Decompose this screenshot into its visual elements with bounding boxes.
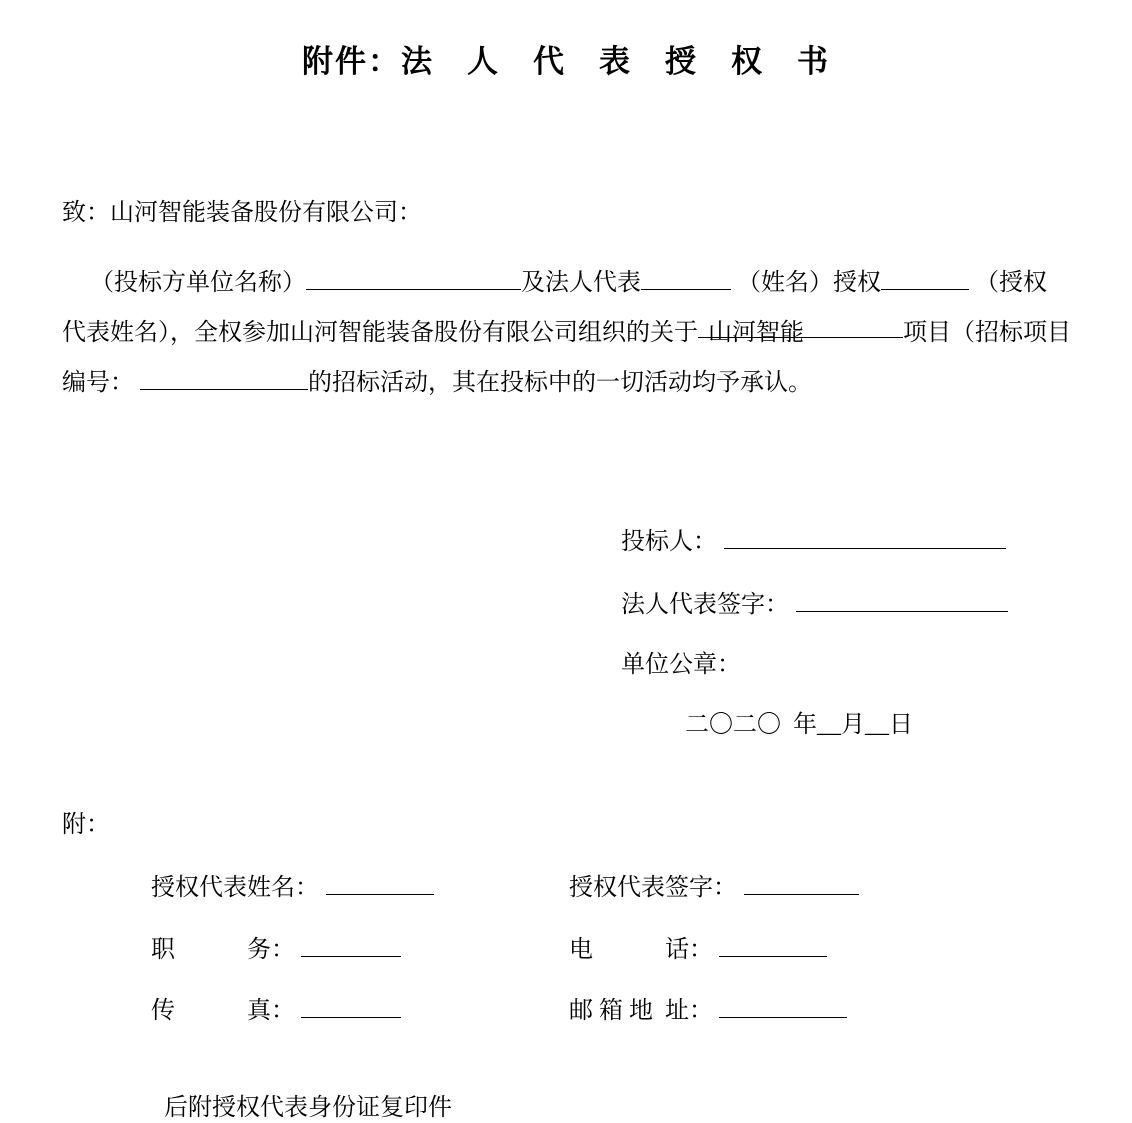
phone-blank <box>719 927 827 957</box>
tender-number-label: 编号： <box>62 370 140 396</box>
body-line-2 <box>62 308 1077 358</box>
bidder-signature-blank <box>724 519 1006 549</box>
authorize-note-label: （授权 <box>969 270 1047 296</box>
body-line-1 <box>62 258 1077 308</box>
fax-label: 传 真： <box>151 998 301 1024</box>
rep-name-label: 授权代表姓名： <box>151 875 319 901</box>
project-name-blank: 山河智能 <box>698 308 903 338</box>
attachment-row-2 <box>0 900 1132 963</box>
legal-rep-signature-blank <box>796 582 1008 612</box>
position-label: 职 务： <box>151 937 301 963</box>
footer-note-text: 后附授权代表身份证复印件 <box>164 1095 452 1123</box>
acknowledgement-text: 的招标活动，其在投标中的一切活动均予承认。 <box>308 370 812 396</box>
participation-text: 代表姓名），全权参加山河智能装备股份有限公司组织的关于 <box>62 320 698 346</box>
tender-number-blank <box>140 360 308 390</box>
rep-sign-blank <box>744 865 859 895</box>
legal-rep-sign-label: 法人代表签字： <box>621 592 789 618</box>
email-label: 邮 箱 地 址： <box>569 998 719 1024</box>
rep-name-blank <box>326 865 434 895</box>
project-note-label: 项目（招标项目 <box>903 320 1071 346</box>
date-line: 二〇二〇 年__月__日 <box>685 712 913 738</box>
bidder-unit-name-label: （投标方单位名称） <box>90 270 306 296</box>
date-row <box>649 677 913 766</box>
authorized-name-blank <box>881 260 969 290</box>
bidder-unit-name-blank <box>306 260 521 290</box>
salutation-line: 致：山河智能装备股份有限公司： <box>62 200 422 226</box>
email-blank <box>719 988 847 1018</box>
body-line-3 <box>62 358 1077 408</box>
email-field <box>533 961 847 1052</box>
bidder-label: 投标人： <box>621 529 717 555</box>
legal-rep-label: 及法人代表 <box>521 270 641 296</box>
position-blank <box>301 927 401 957</box>
fax-field <box>115 961 401 1052</box>
rep-sign-label: 授权代表签字： <box>569 875 737 901</box>
name-note-label: （姓名）授权 <box>731 270 881 296</box>
legal-rep-name-blank <box>641 260 731 290</box>
footer-note <box>140 1060 452 1123</box>
attachment-row-3 <box>0 961 1132 1024</box>
page-title: 附件：法 人 代 表 授 权 书 <box>302 44 830 79</box>
attachment-row-1 <box>0 838 1132 901</box>
attachment-heading: 附： <box>62 812 110 838</box>
fax-blank <box>301 988 401 1018</box>
company-seal-label: 单位公章： <box>621 652 741 678</box>
body-paragraph <box>62 258 1077 408</box>
phone-label: 电 话： <box>569 937 719 963</box>
